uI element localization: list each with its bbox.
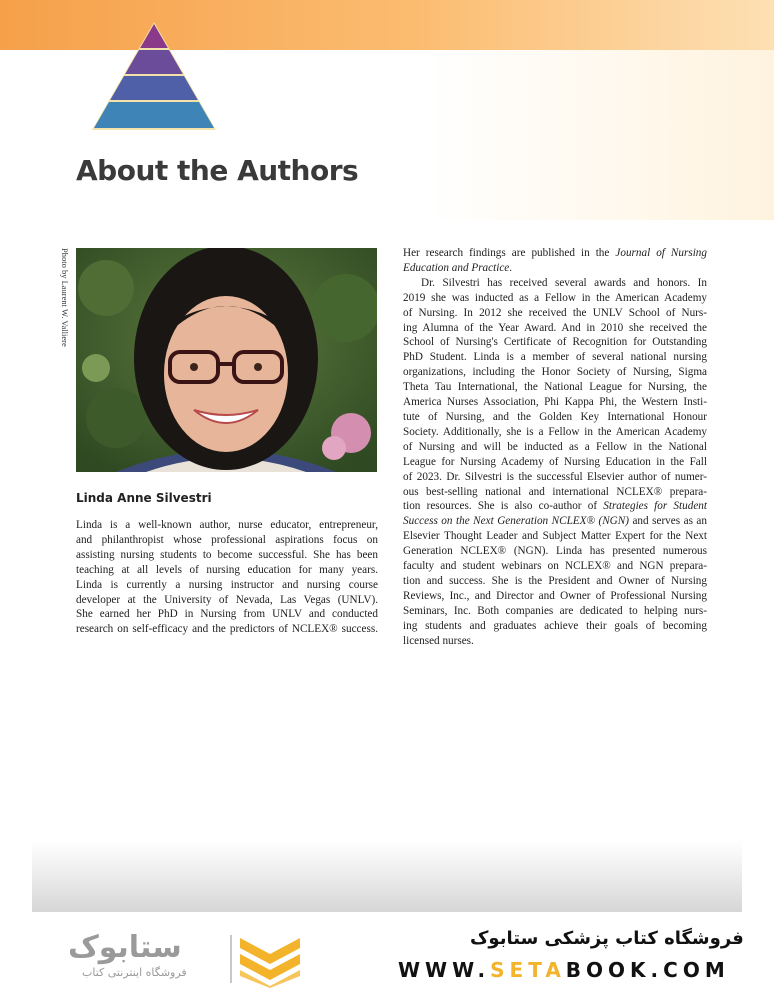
bio-line: ing Alumna of the Year Award. And in 2010 she received the: [403, 321, 707, 334]
pyramid-icon: [92, 22, 216, 130]
bio-line: League for Nursing Academy of Nursing Education in the Fall: [403, 455, 707, 468]
bio-line: She earned her PhD in Nursing from UNLV and conducted: [76, 608, 378, 621]
url-accent-part: SETA: [490, 958, 566, 982]
bio-line: organizations, including the Honor Society of Nursing, Sigma: [403, 366, 707, 379]
bio-line: 2019 she was inducted as a Fellow in the American Academy: [403, 291, 707, 304]
photo-credit: Photo by Laurent W. Valliere: [60, 248, 70, 347]
book-title-part2: Success on the Next Generation NCLEX® (NGN): [403, 515, 629, 528]
bio-line-with-book: [403, 514, 707, 529]
store-name: فروشگاه کتاب پزشکی ستابوک: [470, 928, 744, 949]
setabook-logo-text: ستابوک: [68, 930, 182, 965]
bio-paragraph-awards: [403, 276, 707, 649]
page-title: About the Authors: [76, 154, 359, 187]
bio-line: ous best-selling national and international NCLEX® prepara-: [403, 485, 707, 498]
bio-line: assisting nursing students to become successful. She has been: [76, 548, 378, 561]
author-bio-column-1: [76, 518, 378, 637]
bio-line: and philanthropist whose professional aspirations focus on: [76, 533, 378, 546]
bio-line: School of Nursing's Certificate of Recognition for Outstanding: [403, 336, 707, 349]
setabook-logo-subtitle: فروشگاه اینترنتی کتاب: [82, 966, 187, 979]
bio-text: tion resources. She is also co-author of: [403, 500, 604, 513]
bio-text: and serves as an: [628, 515, 707, 528]
bio-line: Theta Tau International, the National League for Nursing, the: [403, 381, 707, 394]
bio-line: developer at the University of Nevada, Las Vegas (UNLV).: [76, 593, 378, 606]
author-bio-column-2: [403, 246, 707, 648]
book-title-part1: Strategies for Student: [603, 500, 707, 513]
bio-line: licensed nurses.: [403, 634, 474, 647]
url-part: BOOK.COM: [565, 958, 730, 982]
logo-divider: [230, 935, 232, 983]
page-bottom-shadow: [32, 840, 742, 912]
bio-line: Generation NCLEX® (NGN). Linda has presented numerous: [403, 545, 707, 558]
author-photo: [76, 248, 377, 472]
bio-line: tion and success. She is the President and Owner of Nursing: [403, 574, 707, 587]
bio-line: Dr. Silvestri has received several awards and honors. In: [421, 276, 707, 289]
bio-line: PhD Student. Linda is a member of several national nursing: [403, 351, 707, 364]
url-part: WWW.: [398, 958, 491, 982]
bio-line: Seminars, Inc. Both companies are dedicated to helping nurs-: [403, 604, 707, 617]
bio-line: Elsevier Thought Leader and Subject Matter Expert for the Next: [403, 530, 707, 543]
bio-line: Reviews, Inc., and Director and Owner of Professional Nursing: [403, 589, 707, 602]
bio-line: of Nursing. In 2012 she received the UNLV School of Nurs-: [403, 306, 707, 319]
bio-line: faculty and student webinars on NCLEX® and NGN prepara-: [403, 560, 707, 573]
journal-title: Journal of Nursing Education and Practice: [403, 247, 707, 274]
store-url[interactable]: [398, 958, 730, 982]
author-name: Linda Anne Silvestri: [76, 491, 212, 505]
bio-line: teaching at all levels of nursing education for many years.: [76, 563, 378, 576]
bio-paragraph-research: [403, 246, 707, 276]
bio-line: America Nurses Association, Phi Kappa Phi, the Western Insti-: [403, 396, 707, 409]
bio-line: research on self-efficacy and the predictors of NCLEX® success.: [76, 623, 378, 636]
bio-line: of Nursing and will be inducted as a Fellow in the National: [403, 440, 707, 453]
bio-text: .: [509, 261, 513, 274]
bio-line: of 2023. Dr. Silvestri is the successful Elsevier author of numer-: [403, 470, 707, 483]
bio-line: Linda is currently a nursing instructor and nursing course: [76, 578, 378, 591]
bio-line: Society. Additionally, she is a Fellow in the American Academy: [403, 425, 707, 438]
bio-line: tute of Nursing, and the Golden Key International Honour: [403, 410, 707, 423]
bio-line-with-book: [403, 499, 707, 514]
bio-text: Her research findings are published in the: [403, 247, 616, 259]
bio-line: Linda is a well-known author, nurse educator, entrepreneur,: [76, 519, 378, 531]
bio-line: ing students and graduates achieve their goals of becoming: [403, 619, 707, 632]
setabook-chevron-icon: [236, 932, 304, 988]
